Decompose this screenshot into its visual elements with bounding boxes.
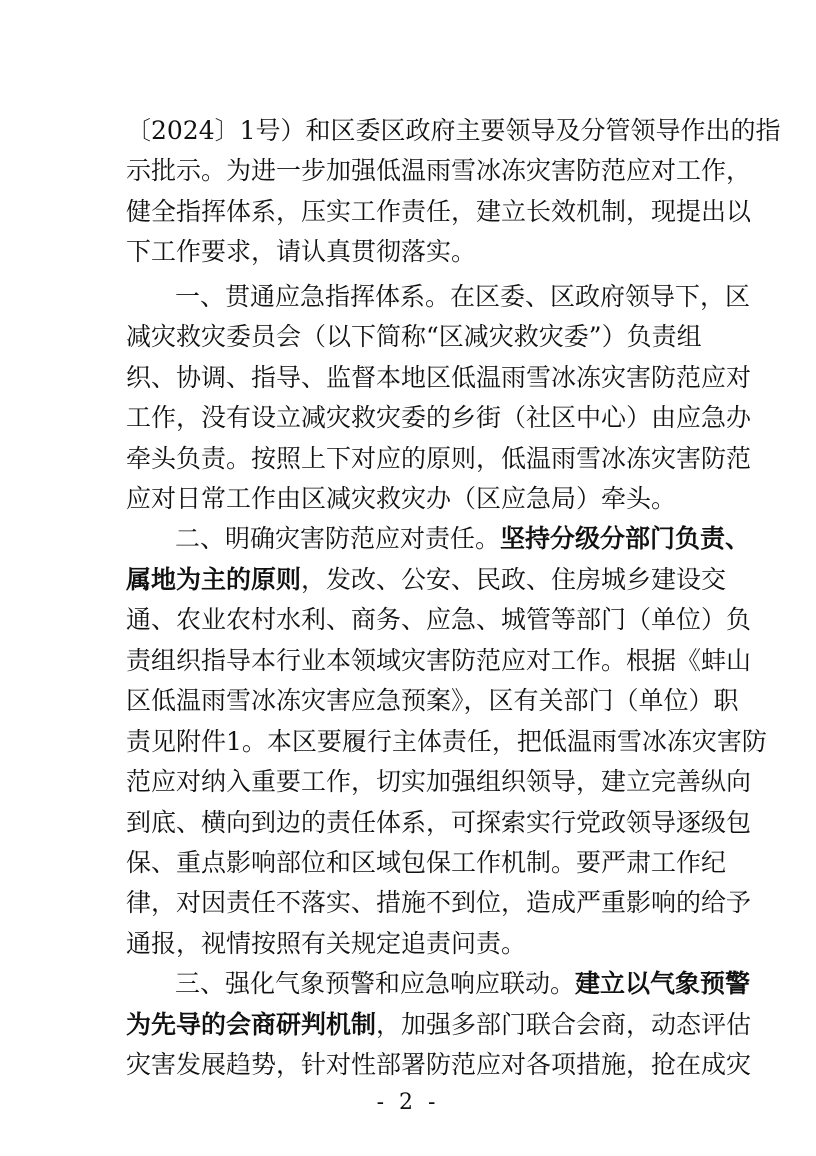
text-line — [126, 1009, 752, 1041]
text-line: 应对日常工作由区减灾救灾办（区应急局）牵头。 — [126, 484, 677, 513]
text-line: 下工作要求，请认真贯彻落实。 — [126, 237, 477, 266]
text-line: 一、贯通应急指挥体系。在区委、区政府领导下，区 — [175, 282, 751, 311]
text-line — [126, 564, 727, 596]
text-line: 〔2024〕1号）和区委区政府主要领导及分管领导作出的指 — [126, 116, 781, 145]
text-line: 到底、横向到边的责任体系，可探索实行党政领导逐级包 — [126, 808, 752, 837]
text-line: 通、农业农村水利、商务、应急、城管等部门（单位）负 — [126, 605, 752, 634]
emphasis-text: 为先导的会商研判机制 — [126, 1010, 377, 1039]
text-line: 织、协调、指导、监督本地区低温雨雪冰冻灾害防范应对 — [126, 363, 752, 392]
text-line: 律，对因责任不落实、措施不到位，造成严重影响的给予 — [126, 888, 752, 917]
text-line: 工作，没有设立减灾救灾委的乡街（社区中心）由应急办 — [126, 403, 752, 432]
text-line: 保、重点影响部位和区域包保工作机制。要严肃工作纪 — [126, 848, 727, 877]
text-line: 通报，视情按照有关规定追责问责。 — [126, 929, 527, 958]
page-number: - 2 - — [376, 1090, 440, 1115]
section-heading: 二、明确灾害防范应对责任。 — [175, 524, 501, 553]
text-line — [175, 523, 751, 555]
text-line: 牵头负责。按照上下对应的原则，低温雨雪冰冻灾害防范 — [126, 444, 752, 473]
emphasis-text: 坚持分级分部门负责、 — [500, 524, 751, 553]
text-line: 范应对纳入重要工作，切实加强组织领导，建立完善纵向 — [126, 767, 752, 796]
emphasis-text: 属地为主的原则 — [126, 565, 302, 594]
emphasis-text: 建立以气象预警 — [575, 969, 751, 998]
text-line: 区低温雨雪冰冻灾害应急预案》，区有关部门（单位）职 — [126, 686, 739, 715]
text-line: 责组织指导本行业本领域灾害防范应对工作。根据《蚌山 — [126, 646, 752, 675]
text-line: 灾害发展趋势，针对性部署防范应对各项措施，抢在成灾 — [126, 1050, 752, 1079]
text-line: 示批示。为进一步加强低温雨雪冰冻灾害防范应对工作， — [126, 156, 752, 185]
text-line: 健全指挥体系，压实工作责任，建立长效机制，现提出以 — [126, 197, 752, 226]
text-line — [175, 968, 751, 1000]
section-heading: 三、强化气象预警和应急响应联动。 — [175, 969, 576, 998]
text-span: ，发改、公安、民政、住房城乡建设交 — [301, 565, 727, 594]
text-line: 责见附件1。本区要履行主体责任，把低温雨雪冰冻灾害防 — [126, 727, 767, 756]
text-span: ，加强多部门联合会商，动态评估 — [376, 1010, 752, 1039]
text-line: 减灾救灾委员会（以下简称“区减灾救灾委”）负责组 — [126, 322, 702, 351]
